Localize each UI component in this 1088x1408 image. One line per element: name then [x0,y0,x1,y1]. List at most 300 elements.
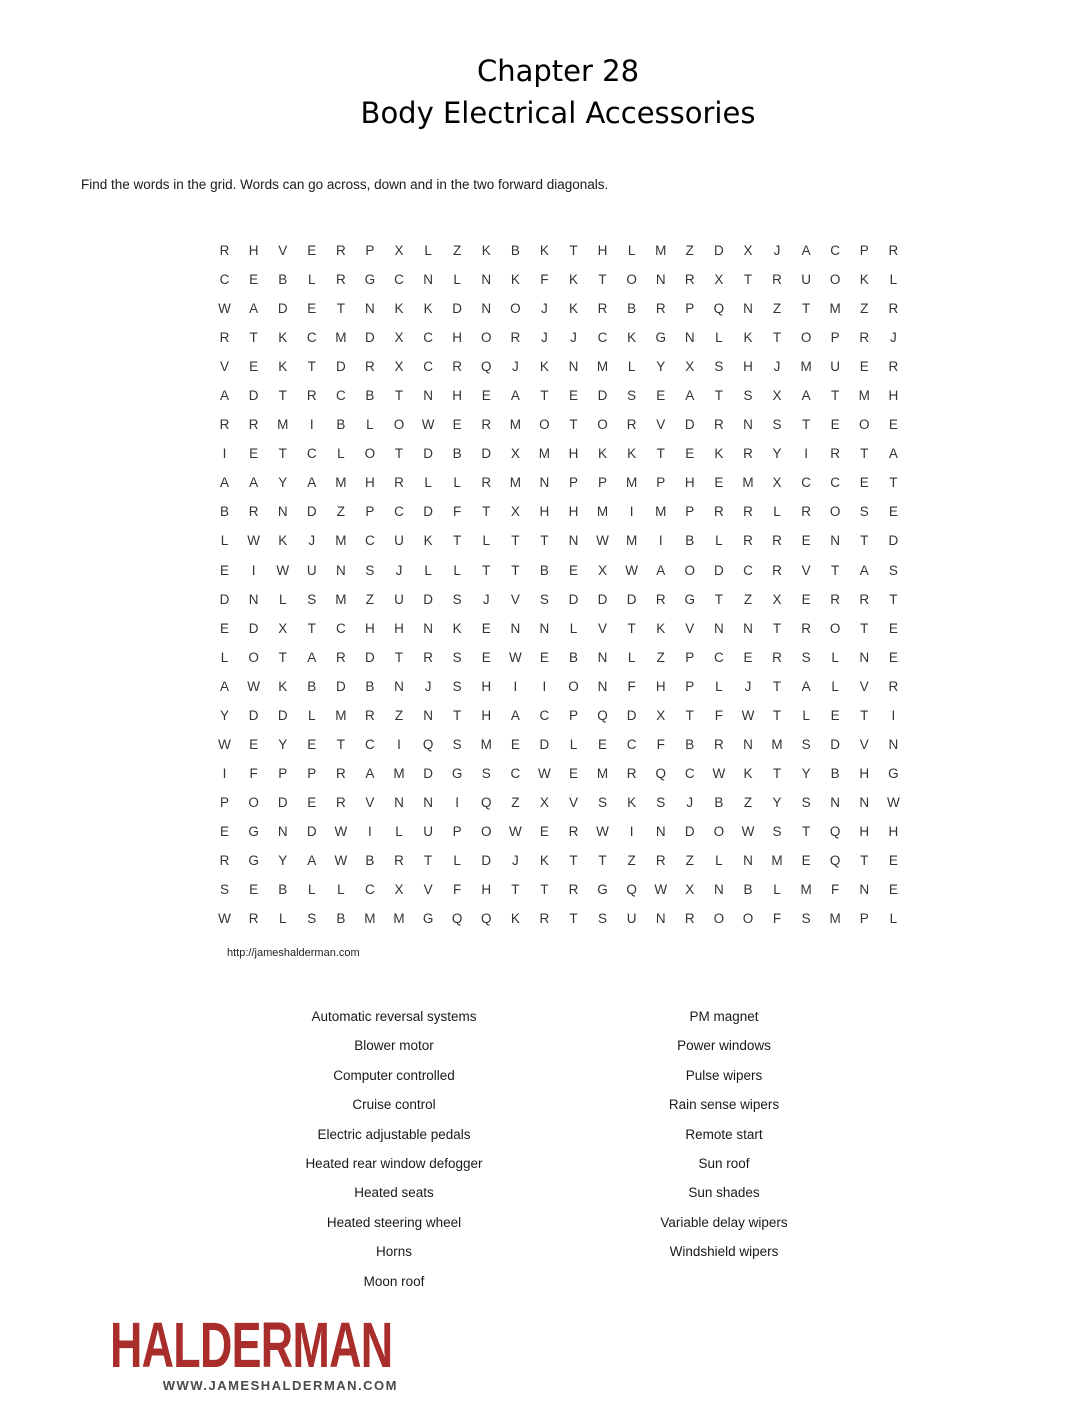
grid-letter: H [859,823,870,839]
grid-letter: R [568,882,579,898]
grid-letter: R [219,243,230,259]
grid-letter: F [656,736,665,752]
grid-letter: K [278,533,288,549]
grid-letter: R [801,504,811,520]
grid-letter: L [889,911,898,927]
grid-letter: X [510,504,520,520]
grid-letter: N [743,620,753,636]
grid-letter: E [249,736,259,752]
grid-letter: Y [278,475,288,491]
grid-letter: C [335,388,346,404]
word-list-item: Remote start [685,1126,763,1142]
grid-letter: N [510,620,521,636]
grid-letter: V [685,620,695,636]
grid-letter: E [801,853,811,868]
grid-letter: T [772,678,782,694]
chapter-subtitle: Body Electrical Accessories [360,96,756,130]
grid-letter: R [743,533,753,549]
grid-letter: E [481,388,491,404]
grid-letter: H [743,359,753,375]
grid-letter: T [889,475,898,491]
grid-letter: C [365,736,375,752]
grid-letter: V [365,794,375,810]
grid-letter: R [888,359,899,375]
grid-letter: O [859,417,870,433]
grid-letter: M [335,330,347,346]
grid-letter: A [307,853,317,868]
grid-letter: C [830,475,841,491]
grid-letter: R [539,911,550,927]
grid-letter: G [888,765,899,781]
grid-letter: H [365,620,375,636]
grid-letter: K [743,330,753,346]
grid-letter: X [714,272,724,288]
grid-letter: M [596,765,609,781]
grid-letter: L [773,882,781,898]
grid-letter: R [626,765,637,781]
grid-letter: B [568,649,578,665]
grid-letter: C [801,475,811,491]
grid-letter: Y [278,853,288,868]
word-list-item: Horns [375,1244,412,1260]
grid-letter: H [481,882,492,898]
grid-letter: W [334,853,348,868]
grid-letter: N [423,620,433,636]
grid-letter: G [597,882,608,898]
grid-letter: B [627,301,637,317]
grid-letter: U [423,823,433,839]
grid-letter: Y [772,794,782,810]
grid-letter: C [743,562,753,578]
grid-letter: I [629,823,634,839]
grid-letter: N [277,504,288,520]
grid-letter: B [336,911,346,927]
grid-letter: K [656,620,666,636]
grid-letter: N [597,649,608,665]
grid-letter: D [219,591,230,607]
grid-letter: D [423,446,433,462]
grid-letter: M [771,853,783,868]
grid-letter: N [743,301,753,317]
grid-letter: K [539,359,549,375]
grid-letter: A [685,388,695,404]
grid-letter: J [773,359,781,375]
grid-letter: E [249,446,259,462]
grid-letter: E [830,707,840,723]
word-list-item: PM magnet [689,1009,759,1024]
grid-letter: M [335,475,347,491]
grid-letter: E [249,882,259,898]
grid-letter: N [859,649,870,665]
grid-letter: Q [597,707,608,723]
grid-letter: I [455,794,460,810]
grid-letter: A [307,649,317,665]
grid-letter: A [859,562,869,578]
grid-letter: T [743,272,753,288]
grid-letter: D [423,591,433,607]
grid-letter: J [511,853,519,868]
grid-letter: S [627,388,637,404]
grid-letter: X [772,388,782,404]
grid-letter: U [394,591,404,607]
grid-letter: S [598,794,608,810]
grid-letter: R [713,417,724,433]
grid-letter: R [743,446,753,462]
grid-letter: T [423,853,433,868]
grid-letter: T [540,882,549,898]
grid-letter: M [393,765,405,781]
grid-letter: W [218,301,231,317]
grid-letter: M [800,359,812,375]
grid-letter: E [481,620,491,636]
grid-letter: H [655,678,666,694]
grid-letter: T [336,301,345,317]
grid-letter: F [540,272,549,288]
word-list-item: Heated rear window defogger [305,1155,483,1171]
grid-letter: D [568,591,579,607]
grid-letter: I [804,446,808,462]
grid-letter: O [713,823,725,839]
grid-letter: I [309,417,314,433]
chapter-number: Chapter 28 [476,54,640,88]
grid-letter: V [859,736,869,752]
grid-letter: D [597,591,608,607]
grid-letter: H [568,504,579,520]
grid-letter: L [424,475,432,491]
grid-letter: C [597,330,608,346]
grid-letter: W [741,823,755,839]
grid-letter: O [480,330,492,346]
grid-letter: Q [451,911,463,927]
grid-letter: D [335,359,346,375]
grid-letter: H [568,446,579,462]
grid-letter: N [539,475,550,491]
grid-letter: E [743,649,753,665]
grid-letter: D [423,504,433,520]
grid-letter: V [656,417,666,433]
grid-letter: L [337,446,345,462]
grid-letter: D [248,388,259,404]
grid-letter: W [508,823,522,839]
grid-letter: I [658,533,663,549]
grid-letter: J [686,794,694,810]
grid-letter: S [801,649,811,665]
grid-letter: Z [743,591,753,607]
word-list-item: Power windows [677,1038,771,1054]
grid-letter: W [421,417,435,433]
grid-letter: T [801,301,811,317]
grid-letter: X [394,359,404,375]
grid-letter: E [220,562,230,578]
grid-letter: K [568,301,578,317]
grid-letter: T [801,417,811,433]
grid-letter: N [743,417,753,433]
grid-letter: C [830,243,841,259]
grid-letter: W [712,765,726,781]
grid-letter: O [364,446,376,462]
grid-letter: R [743,504,753,520]
grid-letter: D [277,301,288,317]
grid-letter: L [278,591,287,607]
grid-letter: S [452,591,462,607]
grid-letter: T [394,649,404,665]
grid-letter: E [249,359,259,375]
grid-letter: T [889,591,898,607]
grid-letter: H [888,823,899,839]
grid-letter: Q [829,823,841,839]
grid-letter: J [482,591,490,607]
grid-letter: P [568,475,578,491]
grid-letter: X [278,620,288,636]
grid-letter: T [511,562,520,578]
grid-letter: I [542,678,547,694]
grid-letter: X [685,359,695,375]
grid-letter: O [829,504,841,520]
grid-letter: X [772,591,782,607]
grid-letter: U [626,911,637,927]
grid-letter: D [830,736,841,752]
grid-letter: J [511,359,519,375]
grid-letter: C [365,533,375,549]
grid-letter: C [510,765,521,781]
grid-letter: M [771,736,783,752]
grid-letter: Q [626,882,637,898]
grid-letter: D [713,562,724,578]
grid-letter: H [859,765,870,781]
grid-letter: X [539,794,549,810]
grid-letter: F [714,707,723,723]
grid-letter: R [684,911,695,927]
grid-letter: U [830,359,841,375]
grid-letter: Q [480,911,492,927]
grid-letter: K [510,911,520,927]
grid-letter: J [889,330,897,346]
grid-letter: O [248,794,259,810]
grid-letter: N [568,359,579,375]
grid-letter: K [743,765,753,781]
grid-letter: N [655,823,666,839]
grid-letter: M [626,533,638,549]
word-list-item: Variable delay wipers [660,1214,788,1230]
grid-letter: D [481,853,492,868]
grid-letter: L [569,736,578,752]
grid-letter: X [510,446,520,462]
grid-letter: M [509,475,521,491]
grid-letter: E [307,794,317,810]
grid-letter: N [859,794,870,810]
grid-letter: T [772,765,782,781]
grid-letter: C [365,882,375,898]
grid-letter: T [482,504,491,520]
grid-letter: C [539,707,550,723]
grid-letter: T [540,388,549,404]
grid-letter: M [829,911,841,927]
grid-letter: B [307,678,317,694]
grid-letter: K [714,446,724,462]
grid-letter: Z [394,707,404,723]
grid-letter: H [684,475,695,491]
grid-letter: O [829,620,841,636]
grid-letter: T [511,533,520,549]
grid-letter: F [772,911,782,927]
grid-letter: N [597,678,608,694]
grid-letter: R [306,388,317,404]
grid-letter: L [308,272,316,288]
grid-letter: T [540,533,549,549]
grid-letter: J [541,301,548,317]
grid-letter: R [335,272,346,288]
grid-letter: C [626,736,637,752]
grid-letter: R [655,853,666,868]
grid-letter: S [539,591,549,607]
grid-letter: T [278,446,287,462]
grid-letter: K [423,301,433,317]
grid-letter: K [539,853,549,868]
grid-letter: H [365,475,375,491]
grid-letter: T [714,591,723,607]
grid-letter: E [888,504,898,520]
grid-letter: R [626,417,637,433]
grid-letter: M [626,475,638,491]
grid-letter: P [365,504,375,520]
grid-letter: L [889,272,898,288]
word-list-item: Computer controlled [333,1067,455,1083]
grid-letter: R [859,591,870,607]
grid-letter: E [888,620,898,636]
grid-letter: Y [656,359,666,375]
grid-letter: A [510,388,520,404]
grid-letter: D [539,736,550,752]
grid-letter: N [655,911,666,927]
logo-website-text: WWW.JAMESHALDERMAN.COM [162,1377,398,1393]
grid-letter: R [859,330,870,346]
grid-letter: M [480,736,492,752]
grid-letter: K [278,330,288,346]
grid-letter: B [510,243,520,259]
grid-letter: M [655,243,667,259]
grid-letter: O [597,417,608,433]
grid-letter: A [365,765,375,781]
grid-letter: R [888,678,899,694]
grid-letter: V [598,620,608,636]
grid-letter: R [452,359,463,375]
grid-letter: R [365,707,375,723]
grid-letter: T [772,330,782,346]
grid-letter: C [306,330,317,346]
grid-letter: N [365,301,375,317]
grid-letter: P [859,911,869,927]
grid-letter: S [801,736,811,752]
grid-letter: T [860,446,869,462]
grid-letter: P [365,243,375,259]
grid-letter: Z [453,243,462,259]
grid-letter: E [249,272,259,288]
grid-letter: D [306,823,317,839]
grid-letter: W [218,911,231,927]
grid-letter: Q [713,301,725,317]
grid-letter: P [685,504,695,520]
grid-letter: T [685,707,694,723]
grid-letter: E [685,446,695,462]
grid-letter: M [277,417,289,433]
grid-letter: S [888,562,898,578]
grid-letter: K [598,446,608,462]
grid-letter: O [626,272,637,288]
grid-letter: K [394,301,404,317]
grid-letter: T [307,620,316,636]
grid-letter: E [510,736,520,752]
word-list-item: Sun shades [688,1185,760,1201]
grid-letter: R [772,649,782,665]
grid-letter: C [394,272,404,288]
grid-letter: N [743,853,753,868]
grid-letter: A [307,475,317,491]
grid-letter: I [397,736,401,752]
grid-letter: E [656,388,666,404]
grid-letter: Z [656,649,665,665]
word-list-item: Electric adjustable pedals [317,1126,471,1142]
grid-letter: P [859,243,869,259]
grid-letter: N [394,678,404,694]
grid-letter: D [481,446,492,462]
grid-letter: B [336,417,346,433]
grid-letter: K [510,272,520,288]
grid-letter: W [625,562,638,578]
grid-letter: A [220,678,230,694]
grid-letter: L [773,504,781,520]
grid-letter: L [453,853,461,868]
grid-letter: C [335,620,346,636]
grid-letter: R [830,591,841,607]
grid-letter: S [772,417,782,433]
grid-letter: H [452,330,463,346]
grid-letter: M [335,533,347,549]
grid-letter: L [482,533,490,549]
grid-letter: B [452,446,462,462]
grid-letter: S [859,504,869,520]
grid-letter: T [569,853,578,868]
grid-letter: M [596,504,609,520]
grid-letter: R [655,591,666,607]
grid-letter: Q [422,736,434,752]
grid-letter: Q [480,794,492,810]
grid-letter: R [684,272,695,288]
grid-letter: R [481,417,492,433]
grid-letter: N [888,736,899,752]
grid-letter: L [424,243,432,259]
grid-letter: A [801,388,811,404]
grid-letter: D [335,678,346,694]
puzzle-instructions: Find the words in the grid. Words can go across, down and in the two forward diagonals. [81,177,609,192]
grid-letter: S [743,388,753,404]
grid-letter: T [714,388,723,404]
halderman-logo [110,1309,398,1393]
grid-letter: E [568,562,578,578]
grid-letter: D [365,649,375,665]
grid-letter: M [393,911,405,927]
grid-letter: E [481,649,491,665]
grid-letter: V [568,794,578,810]
grid-letter: O [248,649,259,665]
grid-letter: R [772,272,782,288]
grid-letter: F [627,678,636,694]
grid-letter: P [656,475,666,491]
grid-letter: Z [336,504,345,520]
grid-letter: Z [685,243,694,259]
source-url-link[interactable]: http://jameshalderman.com [227,947,360,959]
grid-letter: O [684,562,696,578]
word-search-grid [210,236,908,933]
